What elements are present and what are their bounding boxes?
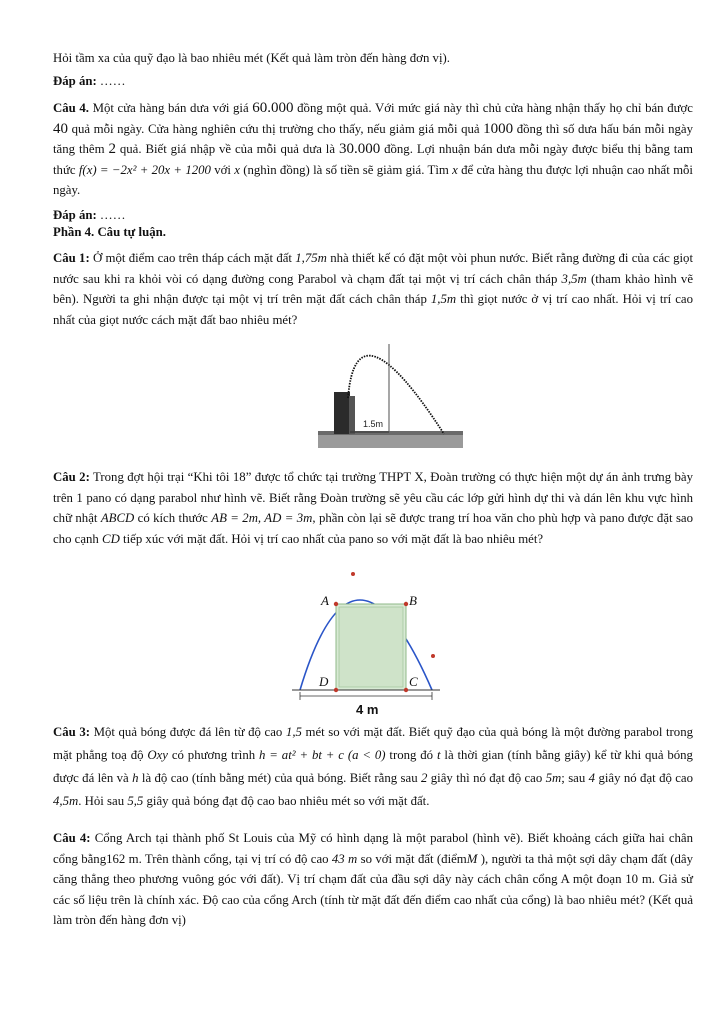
pano-figure <box>290 568 440 720</box>
e3-text: giây thì nó đạt độ cao <box>427 771 546 785</box>
e2-text: có kích thước <box>134 511 212 525</box>
q4-formula: f(x) = −2x² + 20x + 1200 <box>78 162 211 177</box>
e3-text: là thời gian (tính bằng giây) kể từ khi quả bóng được đá lên và <box>53 748 693 785</box>
e3-equation: h = at² + bt + c (a < 0) <box>259 748 386 762</box>
q4-price: 60.000 <box>252 100 294 116</box>
e3-height-2: 4,5m <box>53 794 79 808</box>
essay-question-4 <box>53 828 693 931</box>
essay-question-1 <box>53 248 693 330</box>
e4-height: 43 m <box>331 851 358 866</box>
fountain-distance-label: 1.5m <box>363 419 384 429</box>
point-c <box>404 688 408 692</box>
e3-time-3: 5,5 <box>127 794 144 808</box>
e2-label: Câu 2: <box>53 470 90 484</box>
e2-dims: AB = 2m, AD = 3m <box>211 511 313 525</box>
answer-blank: …… <box>96 208 126 222</box>
q4-text: đồng thì số dưa hấu bán mỗi ngày tăng thêm <box>53 121 694 156</box>
point-b <box>404 602 408 606</box>
e2-cd: CD <box>102 531 120 546</box>
q4-step: 1000 <box>483 120 514 137</box>
essay-question-3 <box>53 721 693 813</box>
e3-text: ; sau <box>561 771 589 785</box>
point-d <box>334 688 338 692</box>
point-a <box>334 602 338 606</box>
q4-text: đồng. Lợi nhuận bán dưa mỗi ngày được biểu thị bằng tam thức <box>53 142 693 177</box>
e3-text: mét so với mặt đất. Biết quỹ đạo của quả bóng là một đường parabol trong mặt phẳng toạ độ <box>53 725 694 762</box>
e3-text: . Hỏi sau <box>78 794 128 808</box>
q3-tail-text: Hỏi tầm xa của quỹ đạo là bao nhiêu mét (Kết quả làm tròn đến hàng đơn vị). <box>53 51 450 65</box>
q4-label: Câu 4. <box>53 101 89 115</box>
q4-text: (nghìn đồng) là số tiền sẽ giảm giá. Tìm <box>239 162 453 177</box>
e2-rect: ABCD <box>100 511 135 525</box>
answer-label: Đáp án: <box>53 74 97 88</box>
e3-text: Một quả bóng được đá lên từ độ cao <box>90 725 286 739</box>
tower <box>334 392 350 434</box>
e3-text: giây quả bóng đạt độ cao bao nhiêu mét so với mặt đất. <box>143 794 430 808</box>
label-d: D <box>319 674 329 689</box>
e3-time-2: 4 <box>588 771 596 785</box>
e3-text: trong đó <box>385 748 437 762</box>
e3-var-t: t <box>436 748 441 762</box>
e2-text: tiếp xúc với mặt đất. Hỏi vị trí cao nhất của pano so với mặt đất là bao nhiêu mét? <box>119 531 544 546</box>
e2-text: , phần còn lại sẽ được trang trí hoa văn cho phù hợp và pano được đặt sao cho cạnh <box>53 511 694 546</box>
q4-text: quả mỗi ngày. Cửa hàng nghiên cứu thị trường cho thấy, nếu giảm giá mỗi quả <box>68 121 484 136</box>
essay-question-2 <box>53 467 693 549</box>
answer-label: Đáp án: <box>53 208 97 222</box>
e1-label: Câu 1: <box>53 251 90 265</box>
e2-text: Trong đợt hội trại “Khi tôi 18” được tổ chức tại trường THPT X, Đoàn trường có thực hiện một dự án ảnh trưng bày trên 1 pano có dạng parabol như hình vẽ. Biết rằng Đoàn trường sẽ yêu cầu các lớp gửi hình dự thi và dán lên khu vực hình chữ nhật <box>53 470 693 525</box>
q4-text: đồng một quả. Với mức giá này thì chủ cửa hàng nhận thấy họ chỉ bán được <box>293 101 693 115</box>
e1-text: Ở một điểm cao trên tháp cách mặt đất <box>89 251 296 265</box>
e1-distance-2: 1,5m <box>430 292 457 306</box>
e3-initial-height: 1,5 <box>285 725 302 739</box>
q4-increment: 2 <box>108 141 116 157</box>
e3-var-h: h <box>132 771 139 785</box>
e1-text: nhà thiết kế có đặt một vòi phun nước. Biết rằng đường đi của các giọt nước sau khi ra khỏi vòi có dạng đường cong Parabol và chạm đất tại một vị trí cách chân tháp <box>53 251 693 286</box>
e1-text: thì giọt nước ở vị trí cao nhất. Hỏi vị trí cao nhất của giọt nước cách mặt đất bao nhiêu mét? <box>53 292 694 327</box>
e1-distance: 3,5m <box>561 271 587 286</box>
answer-blank: …… <box>96 74 126 88</box>
ground <box>318 434 463 448</box>
e3-height-1: 5m <box>545 771 562 785</box>
label-a: A <box>321 593 329 608</box>
e4-point-m: M <box>466 851 478 866</box>
q4-text: với <box>210 162 235 177</box>
label-b: B <box>409 593 417 608</box>
e3-text: giây nó đạt độ cao <box>595 771 694 785</box>
fountain-figure <box>318 326 463 448</box>
answer-line-1 <box>53 71 693 92</box>
e1-text: (tham khảo hình vẽ bên). Người ta ghi nhận được tại một vị trí trên mặt đất cách chân tháp <box>53 271 693 306</box>
q4-cost: 30.000 <box>338 141 381 157</box>
part-4-title: Phần 4. Câu tự luận. <box>53 225 166 239</box>
q4-text: quả. Biết giá nhập về của mỗi quả dưa là <box>115 142 339 156</box>
e4-text: so với mặt đất (điểm <box>357 851 467 866</box>
q4-qty: 40 <box>53 120 68 137</box>
e3-text: có phương trình <box>167 748 260 762</box>
q4-variable: x <box>452 162 458 177</box>
e4-text: ), người ta thả một sợi dây chạm đất (dây căng thẳng theo phương vuông góc với đất). Vị trí chạm đất của đầu sợi dây này cách chân cổng A một đoạn 10 m. Giả sử các số liệu trên là chính xác. Độ cao của cổng Arch (tính từ mặt đất đến điểm cao nhất của cổng) là bao nhiêu mét? (Kết quả làm tròn đến hàng đơn vị) <box>53 851 693 927</box>
e3-label: Câu 3: <box>53 725 91 739</box>
q4-text: Một cửa hàng bán dưa với giá <box>88 101 253 115</box>
e1-height: 1,75m <box>295 251 327 265</box>
e3-time-1: 2 <box>420 771 428 785</box>
e3-text: là độ cao (tính bằng mét) của quả bóng. Biết rằng sau <box>138 771 421 785</box>
width-label: 4 m <box>356 702 379 717</box>
q4-variable: x <box>234 162 240 177</box>
question-3-tail <box>53 48 693 69</box>
question-4-block <box>53 98 693 201</box>
q4-text: để cửa hàng thu được lợi nhuận cao nhất mỗi ngày. <box>53 162 693 197</box>
label-c: C <box>409 674 418 689</box>
e4-text: Cổng Arch tại thành phố St Louis của Mỹ có hình dạng là một parabol (hình vẽ). Biết khoảng cách giữa hai chân cổng bằng162 m. Trên thành cổng, tại vị trí có độ cao <box>53 831 693 866</box>
e3-plane: Oxy <box>147 748 168 762</box>
e4-label: Câu 4: <box>53 831 91 845</box>
